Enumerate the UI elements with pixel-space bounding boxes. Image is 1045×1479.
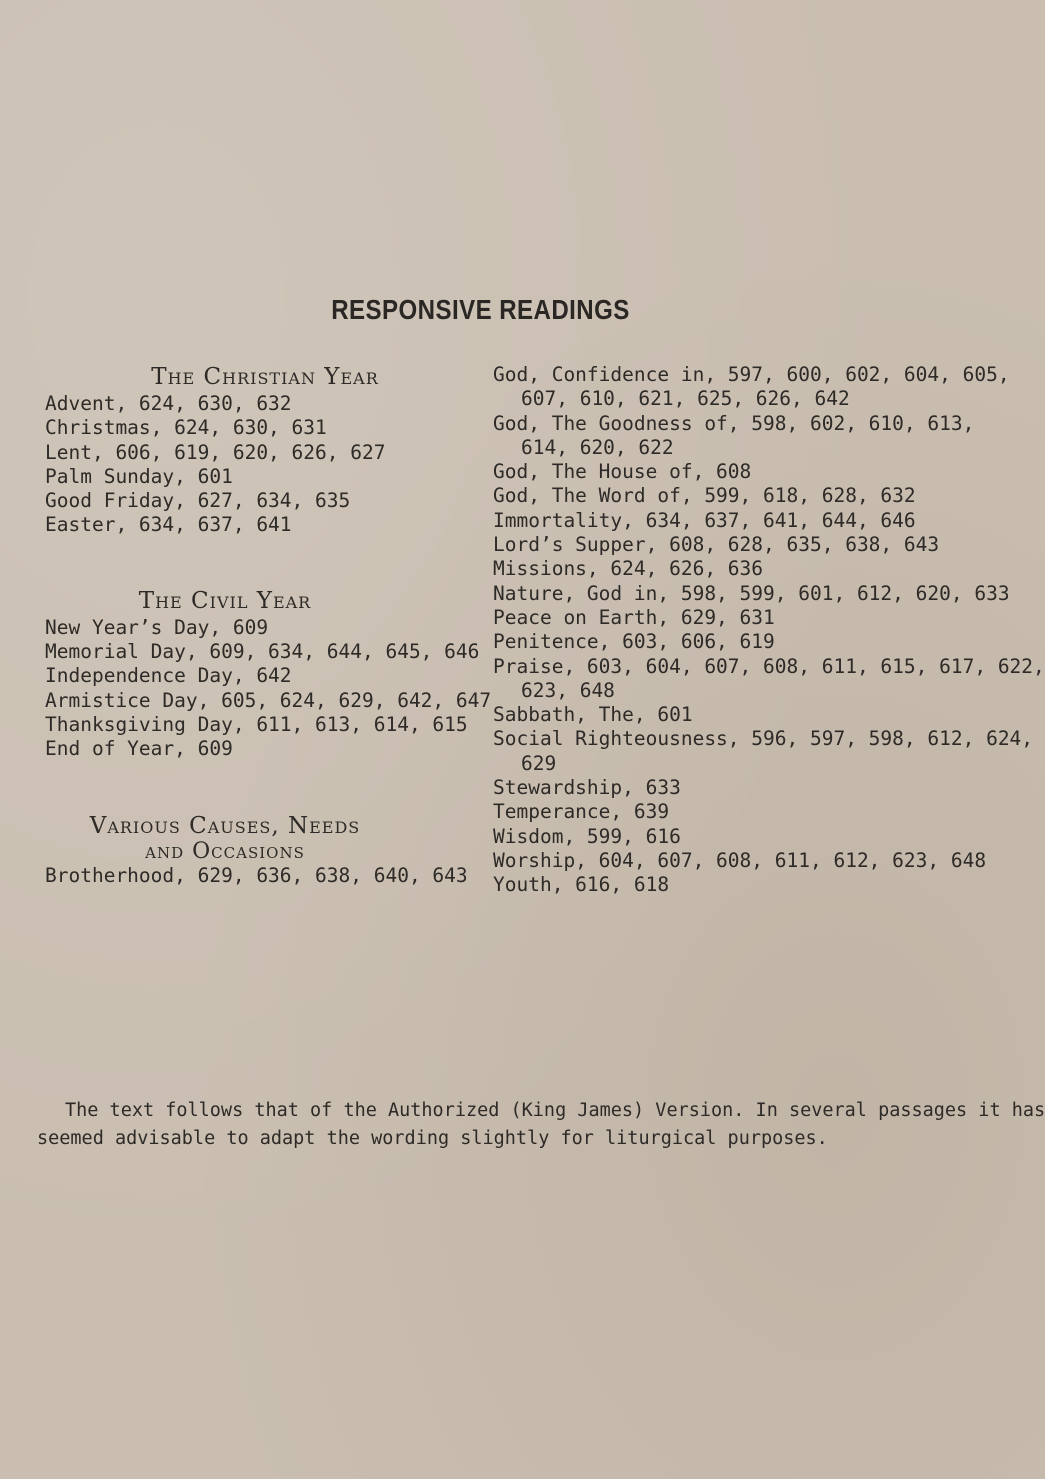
footnote-line-1: The text follows that of the Authorized (King James) Version. In several passages it has [65,1100,1045,1121]
list-item: Memorial Day, 609, 634, 644, 645, 646 [45,640,480,664]
various-causes-list [45,863,468,888]
section-heading-christian-year: The Christian Year [151,364,379,390]
list-item: God, The Word of, 599, 618, 628, 632 [493,484,916,508]
list-item: New Year’s Day, 609 [45,615,269,639]
footnote-line-2: seemed advisable to adapt the wording slightly for liturgical purposes. [37,1128,828,1149]
section-heading-occasions: and Occasions [145,838,305,864]
list-item: Thanksgiving Day, 611, 613, 614, 615 [45,712,468,736]
list-item: Lent, 606, 619, 620, 626, 627 [45,440,386,464]
list-item: Lord’s Supper, 608, 628, 635, 638, 643 [493,533,940,557]
list-item: Good Friday, 627, 634, 635 [45,489,351,513]
list-item-continuation: 607, 610, 621, 625, 626, 642 [521,387,850,411]
section-heading-various-causes: Various Causes, Needs [89,812,361,839]
footnote [37,1097,1045,1153]
list-item: Peace on Earth, 629, 631 [493,605,775,629]
list-item-continuation: 614, 620, 622 [521,435,674,459]
list-item: God, The House of, 608 [493,460,752,484]
civil-year-list [45,615,492,762]
list-item: Wisdom, 599, 616 [493,824,681,848]
list-item: God, The Goodness of, 598, 602, 610, 613, [493,411,975,435]
list-item: Palm Sunday, 601 [45,464,233,488]
section-heading-civil-year: The Civil Year [138,587,312,614]
list-item: Independence Day, 642 [45,664,292,688]
list-item: Brotherhood, 629, 636, 638, 640, 643 [45,863,468,887]
list-item: Praise, 603, 604, 607, 608, 611, 615, 617, 622, [493,654,1045,678]
right-column [493,363,1045,898]
list-item: Stewardship, 633 [493,776,681,800]
list-item-continuation: 623, 648 [521,678,615,702]
christian-year-list [45,392,465,538]
list-item: Immortality, 634, 637, 641, 644, 646 [493,508,916,532]
list-item: Youth, 616, 618 [493,873,670,897]
list-item: End of Year, 609 [45,737,233,761]
list-item: Christmas, 624, 630, 631 [45,416,327,440]
list-item: Temperance, 639 [493,800,670,824]
list-item-continuation: 629 [521,751,557,775]
list-item: Missions, 624, 626, 636 [493,557,764,581]
list-item: Sabbath, The, 601 [493,703,693,727]
list-item: Social Righteousness, 596, 597, 598, 612, 624, [493,727,1034,751]
list-item: God, Confidence in, 597, 600, 602, 604, 605, [493,363,1010,386]
list-item: Armistice Day, 605, 624, 629, 642, 647 [45,688,492,712]
list-item: Easter, 634, 637, 641 [45,513,292,537]
left-column [45,363,492,888]
list-item: Penitence, 603, 606, 619 [493,630,775,654]
list-item: Nature, God in, 598, 599, 601, 612, 620, 633 [493,581,1010,605]
page-title: RESPONSIVE READINGS [331,294,630,325]
list-item: Worship, 604, 607, 608, 611, 612, 623, 648 [493,848,987,872]
list-item: Advent, 624, 630, 632 [45,392,292,415]
